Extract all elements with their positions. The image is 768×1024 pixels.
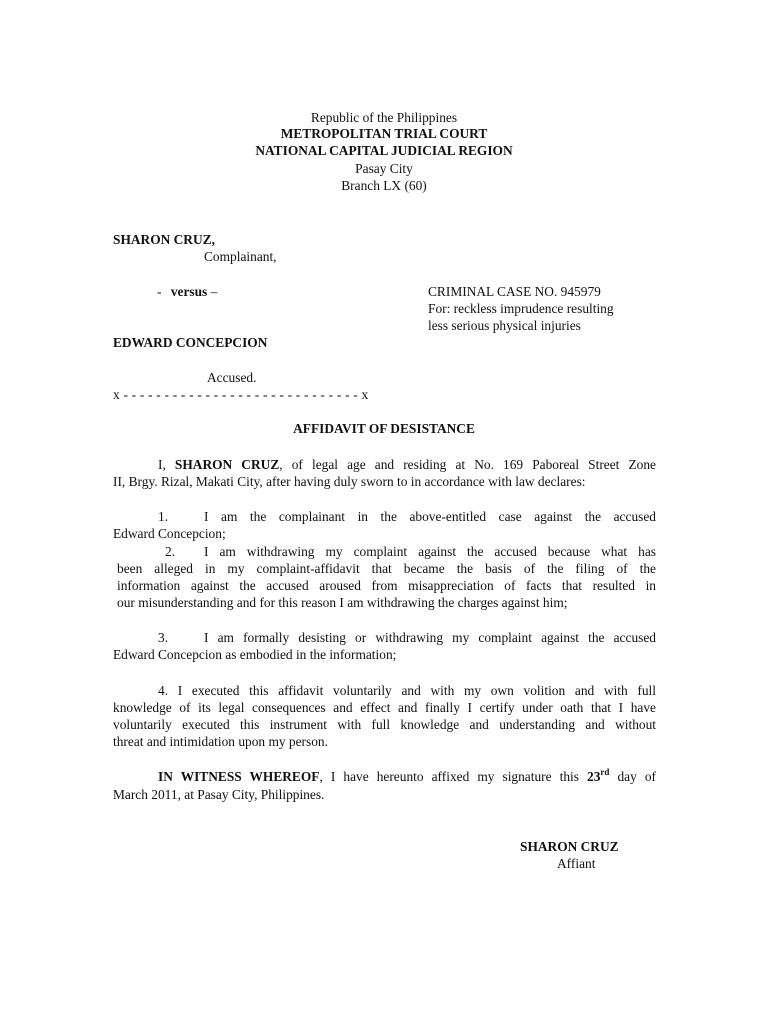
accused-role: Accused. xyxy=(207,370,257,385)
document-title: AFFIDAVIT OF DESISTANCE xyxy=(293,421,475,436)
witness-mid: , I have hereunto affixed my signature this xyxy=(319,769,588,784)
item4-line3: voluntarily executed this instrument with full knowledge and understanding and without xyxy=(113,717,656,732)
item3-line1: I am formally desisting or withdrawing my complaint against the accused xyxy=(204,630,656,645)
signature-role: Affiant xyxy=(557,856,596,871)
witness-day-suffix: rd xyxy=(600,766,610,777)
header-branch: Branch LX (60) xyxy=(341,178,427,193)
signature-name: SHARON CRUZ xyxy=(520,839,619,854)
intro-pre: I, xyxy=(158,457,175,472)
witness-lead: IN WITNESS WHEREOF xyxy=(158,769,320,784)
item2-number: 2. xyxy=(165,544,176,559)
item3-number: 3. xyxy=(158,630,169,645)
item1-line1: I am the complainant in the above-entitled case against the accused xyxy=(204,509,656,524)
intro-affiant-name: SHARON CRUZ xyxy=(174,457,280,472)
item2-line3: information against the accused aroused from misappreciation of facts that resulted in xyxy=(117,578,656,593)
header-republic: Republic of the Philippines xyxy=(310,110,458,125)
witness-line2: March 2011, at Pasay City, Philippines. xyxy=(113,787,325,802)
item3-line2: Edward Concepcion as embodied in the information; xyxy=(113,647,397,662)
item1-number: 1. xyxy=(158,509,169,524)
complainant-role: Complainant, xyxy=(204,249,277,264)
header-city: Pasay City xyxy=(355,161,413,176)
item2-line4: our misunderstanding and for this reason I am withdrawing the charges against him; xyxy=(117,595,568,610)
intro-line1 xyxy=(113,456,656,473)
intro-line2: II, Brgy. Rizal, Makati City, after having duly sworn to in accordance with law declares: xyxy=(113,474,586,489)
item4-line4: threat and intimidation upon my person. xyxy=(113,734,328,749)
case-for-line1: For: reckless imprudence resulting xyxy=(428,301,614,316)
item1-line2: Edward Concepcion; xyxy=(113,526,226,541)
versus-word: versus xyxy=(170,284,208,299)
item2-line2: been alleged in my complaint-affidavit that became the basis of the filing of the xyxy=(117,561,656,576)
header-region: NATIONAL CAPITAL JUDICIAL REGION xyxy=(255,143,513,158)
versus-pre: - xyxy=(157,284,165,299)
header-court: METROPOLITAN TRIAL COURT xyxy=(280,126,488,141)
case-for-line2: less serious physical injuries xyxy=(428,318,581,333)
witness-tail: day of xyxy=(609,769,656,784)
caption-separator: x - - - - - - - - - - - - - - - - - - - - - - - - - - - - - x xyxy=(113,387,369,402)
versus-post: – xyxy=(207,284,218,299)
case-number: CRIMINAL CASE NO. 945979 xyxy=(428,284,601,299)
item4-line2: knowledge of its legal consequences and effect and finally I certify under oath that I have xyxy=(113,700,656,715)
item4-line1: 4. I executed this affidavit voluntarily and with my own volition and with full xyxy=(158,683,656,698)
witness-line1 xyxy=(158,768,656,785)
intro-post: , of legal age and residing at No. 169 Paboreal Street Zone xyxy=(279,457,657,472)
complainant-name: SHARON CRUZ, xyxy=(113,232,215,247)
item2-line1: I am withdrawing my complaint against the accused because what has xyxy=(204,544,656,559)
witness-day: 23 xyxy=(587,769,601,784)
accused-name: EDWARD CONCEPCION xyxy=(113,335,268,350)
versus-line xyxy=(157,283,217,300)
